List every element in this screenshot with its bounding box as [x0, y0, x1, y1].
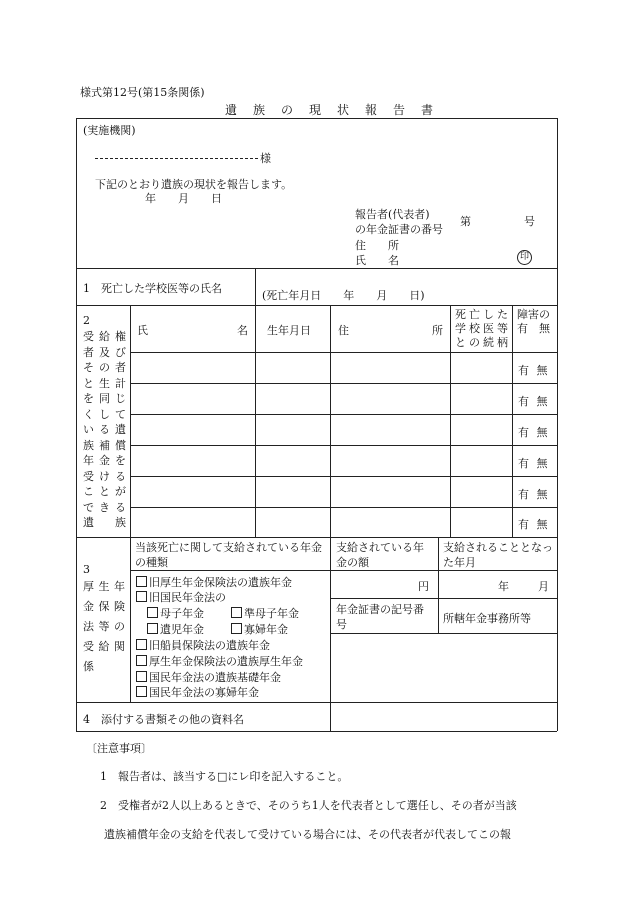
- s2-col: [512, 305, 513, 537]
- checkbox[interactable]: [231, 623, 242, 634]
- month-unit: 月: [538, 580, 549, 593]
- header-name-2: 名: [237, 324, 248, 337]
- pension-item[interactable]: [231, 621, 288, 637]
- header-addr-1: 住: [338, 324, 349, 337]
- section3-label: 厚生年金保険法等の受給関係: [83, 580, 125, 673]
- s3-row: [330, 598, 557, 599]
- note-item: 遺族補償年金の支給を代表して受けている場合には、その代表者が代表してこの報: [104, 828, 511, 841]
- header-addr-2: 所: [432, 324, 443, 337]
- date-line: 年 月 日: [145, 192, 222, 205]
- s2-row: [130, 445, 557, 446]
- s3-row: [330, 633, 557, 634]
- pension-item[interactable]: [136, 684, 259, 700]
- pension-item-label: 母子年金: [160, 607, 204, 620]
- col1-header: 当該死亡に関して支給されている年金の種類: [135, 541, 322, 569]
- pension-item[interactable]: [136, 669, 281, 685]
- number-suffix: 号: [524, 215, 535, 228]
- disability-yes-no[interactable]: 有 無: [518, 488, 550, 501]
- header-birth: 生年月日: [267, 324, 311, 337]
- s2-row: [130, 476, 557, 477]
- form-number: 様式第12号(第15条関係): [80, 86, 205, 99]
- disability-yes-no[interactable]: 有 無: [518, 457, 550, 470]
- s2-row: [130, 507, 557, 508]
- addressee-suffix: 様: [260, 152, 271, 165]
- pension-item[interactable]: [231, 605, 299, 621]
- pension-item[interactable]: [136, 637, 270, 653]
- checkbox[interactable]: [231, 607, 242, 618]
- pension-item-label: 国民年金法の遺族基礎年金: [149, 671, 281, 684]
- pension-item[interactable]: [136, 589, 226, 605]
- notes-heading: 〔注意事項〕: [86, 742, 152, 755]
- intro-text: 下記のとおり遺族の現状を報告します。: [95, 178, 293, 191]
- note-item: 1 報告者は、該当する□にレ印を記入すること。: [100, 770, 349, 783]
- disability-yes-no[interactable]: 有 無: [518, 426, 550, 439]
- header-relation: 死亡した学校医等との続柄: [455, 308, 508, 349]
- cert-label: 年金証書の記号番号: [336, 603, 424, 631]
- checkbox[interactable]: [136, 655, 147, 666]
- pension-item-label: 厚生年金保険法の遺族厚生年金: [149, 655, 303, 668]
- table-border: [76, 118, 77, 731]
- checkbox[interactable]: [136, 671, 147, 682]
- pension-item-label: 寡婦年金: [244, 623, 288, 636]
- s2-col: [330, 305, 331, 537]
- section1-divider: [255, 268, 256, 305]
- note-item: 2 受権者が2人以上あるときで、そのうち1人を代表者として選任し、その者が当該: [100, 799, 517, 812]
- disability-yes-no[interactable]: 有 無: [518, 364, 550, 377]
- pension-item-label: 遺児年金: [160, 623, 204, 636]
- reporter-label-2: の年金証書の番号: [355, 223, 443, 236]
- pension-item-label: 国民年金法の寡婦年金: [149, 686, 259, 699]
- header-disability: 障害の有無: [517, 308, 550, 335]
- pension-item[interactable]: [147, 621, 204, 637]
- table-border: [76, 702, 557, 703]
- disability-yes-no[interactable]: 有 無: [518, 395, 550, 408]
- s3-row: [130, 570, 557, 571]
- s3-col: [130, 537, 131, 702]
- name-label: 氏 名: [355, 254, 399, 267]
- yen-unit: 円: [418, 580, 429, 593]
- pension-item[interactable]: [147, 605, 204, 621]
- s2-col: [450, 305, 451, 537]
- pension-item-label: 旧厚生年金保険法の遺族年金: [149, 576, 292, 589]
- table-border: [76, 118, 557, 119]
- section1-label: 1 死亡した学校医等の氏名: [83, 282, 222, 295]
- table-border: [76, 268, 557, 269]
- section2-number: 2: [83, 314, 90, 327]
- s2-row: [130, 414, 557, 415]
- office-label: 所轄年金事務所等: [443, 612, 531, 625]
- pension-item-label: 旧国民年金法の: [149, 591, 226, 604]
- addressee-line: [95, 158, 258, 159]
- section3-number: 3: [83, 563, 90, 576]
- s2-col: [130, 305, 131, 537]
- section4-label: 4 添付する書類その他の資料名: [83, 713, 244, 726]
- table-border: [76, 305, 557, 306]
- disability-yes-no[interactable]: 有 無: [518, 518, 550, 531]
- page-title: 遺族の現状報告書: [225, 103, 450, 117]
- pension-item-label: 旧船員保険法の遺族年金: [149, 639, 270, 652]
- institution-label: (実施機関): [83, 124, 136, 137]
- header-name-1: 氏: [137, 324, 148, 337]
- table-border: [76, 537, 557, 538]
- col2-header: 支給されている年金の額: [336, 541, 424, 569]
- reporter-label-1: 報告者(代表者): [355, 208, 430, 221]
- pension-item[interactable]: [136, 574, 292, 590]
- checkbox[interactable]: [136, 591, 147, 602]
- s2-row: [130, 352, 557, 353]
- s2-row: [130, 383, 557, 384]
- s3-col: [330, 537, 331, 731]
- table-border: [76, 731, 557, 732]
- pension-item[interactable]: [136, 653, 303, 669]
- s3-col: [438, 537, 439, 633]
- year-unit: 年: [498, 580, 509, 593]
- section2-label: 受給権者及びその者と生計を同じくしている遺族補償年金を受けることができる遺族: [83, 330, 126, 529]
- checkbox[interactable]: [147, 623, 158, 634]
- checkbox[interactable]: [147, 607, 158, 618]
- number-prefix: 第: [460, 215, 471, 228]
- checkbox[interactable]: [136, 686, 147, 697]
- table-border: [557, 118, 558, 731]
- seal-mark: 印: [517, 250, 532, 265]
- checkbox[interactable]: [136, 576, 147, 587]
- col3-header: 支給されることとなった年月: [443, 541, 553, 569]
- address-label: 住 所: [355, 239, 399, 252]
- s2-col: [255, 305, 256, 537]
- death-date: (死亡年月日 年 月 日): [262, 289, 425, 302]
- pension-item-label: 準母子年金: [244, 607, 299, 620]
- checkbox[interactable]: [136, 639, 147, 650]
